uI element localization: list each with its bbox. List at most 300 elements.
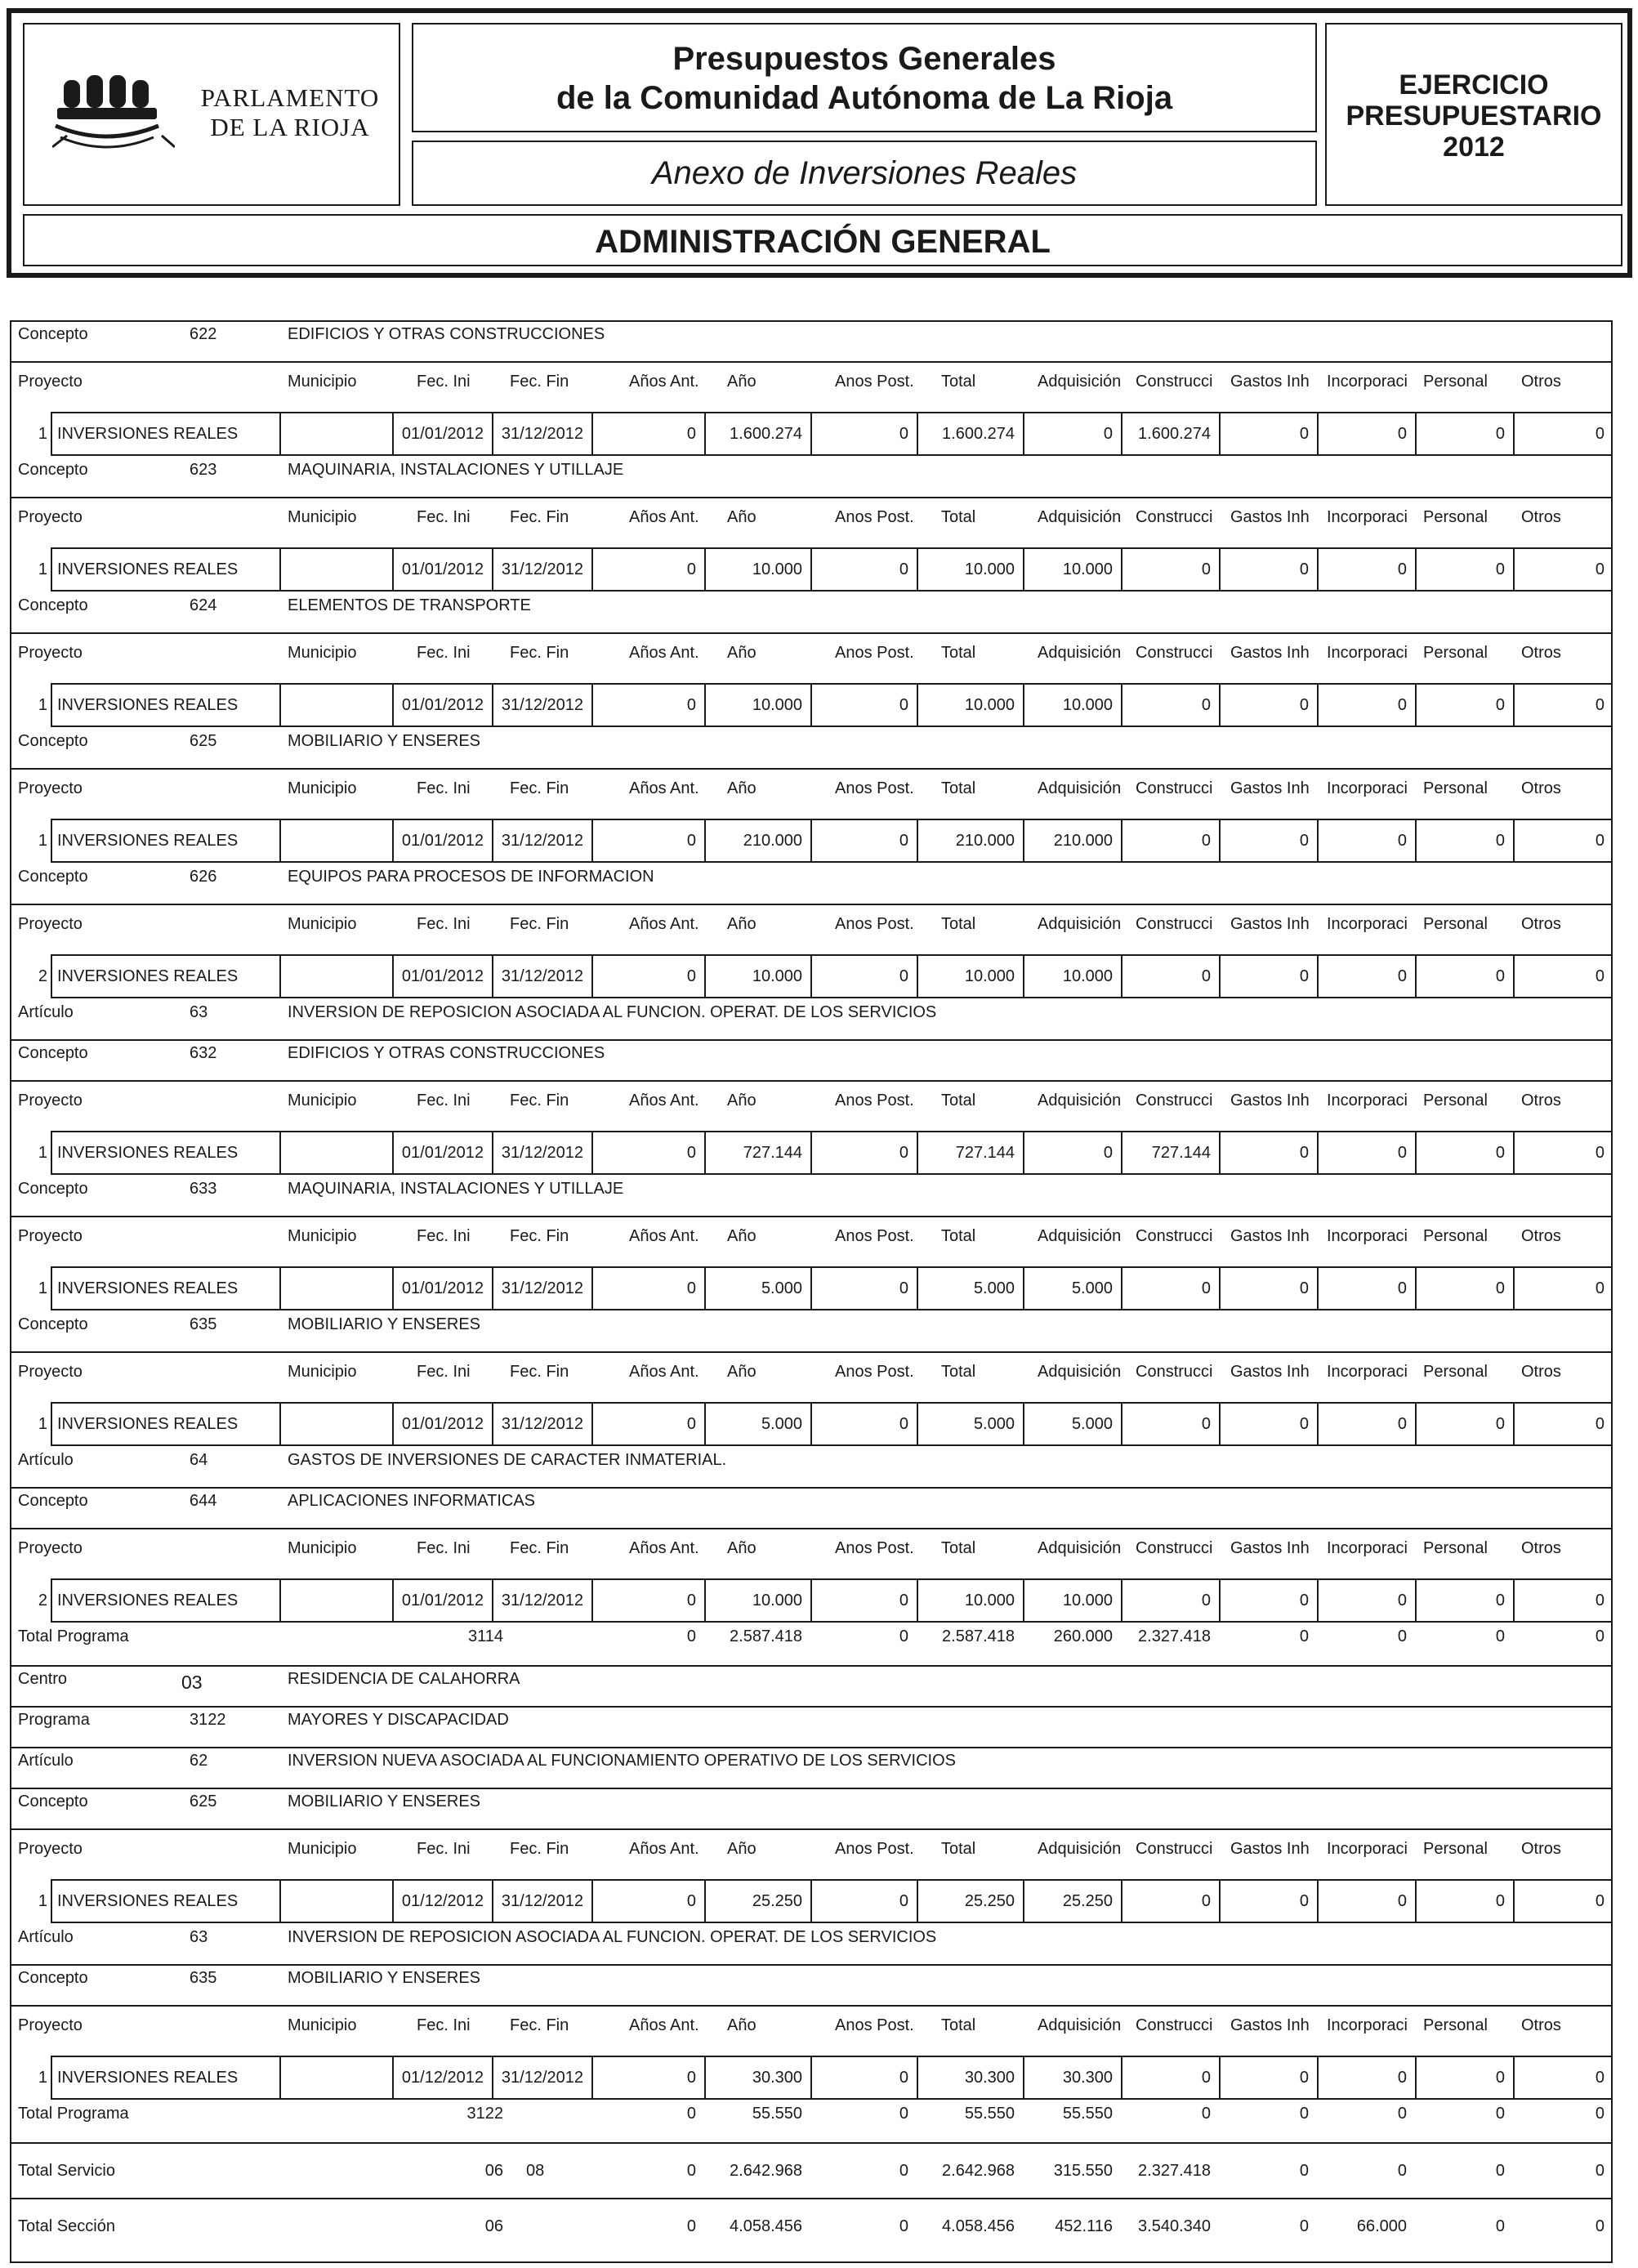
- table-cell: [392, 413, 492, 454]
- column-header: Incorporaci: [1327, 644, 1408, 662]
- table-cell: [38, 1404, 279, 1444]
- column-header: Construcci: [1136, 1227, 1213, 1245]
- classification-code: 633: [190, 1180, 217, 1198]
- classification-name: MOBILIARIO Y ENSERES: [288, 1969, 481, 1987]
- table-cell: [704, 1132, 810, 1173]
- column-header: Gastos Inh: [1230, 1539, 1310, 1557]
- amount-value: 0: [1397, 696, 1407, 714]
- table-cell: [917, 413, 1023, 454]
- amount-value: 0: [1495, 560, 1505, 578]
- amount-value: 210.000: [955, 832, 1015, 850]
- table-row: [38, 1131, 1613, 1175]
- project-name: INVERSIONES REALES: [57, 967, 239, 985]
- table-cell: [1023, 549, 1121, 590]
- column-header: Año: [727, 1539, 757, 1557]
- table-row: [38, 1879, 1613, 1923]
- project-number: 2: [38, 967, 47, 985]
- column-header: Anos Post.: [835, 1539, 914, 1557]
- column-header: Anos Post.: [835, 1363, 914, 1381]
- column-header: Municipio: [288, 779, 357, 797]
- column-header: Adquisición: [1038, 1092, 1122, 1109]
- table-cell: [1415, 1404, 1513, 1444]
- total-value: 2.327.418: [1138, 1627, 1211, 1645]
- column-header: Fec. Fin: [510, 1092, 569, 1109]
- amount-value: 0: [1201, 832, 1211, 850]
- column-header: Fec. Ini: [417, 779, 471, 797]
- total-value: 0: [686, 2217, 696, 2235]
- project-number: 1: [38, 560, 47, 578]
- classification-name: MOBILIARIO Y ENSERES: [288, 1315, 481, 1333]
- table-cell: [704, 1580, 810, 1621]
- column-header: Adquisición: [1038, 644, 1122, 662]
- total-value: 0: [1595, 1627, 1605, 1645]
- column-header: Años Ant.: [629, 644, 699, 662]
- amount-value: 0: [899, 560, 908, 578]
- table-cell: [492, 1268, 591, 1309]
- column-header: Años Ant.: [629, 1363, 699, 1381]
- table-cell: [1219, 685, 1317, 725]
- total-row: [11, 2199, 1611, 2255]
- table-row: [38, 1578, 1613, 1623]
- document-header: [7, 8, 1632, 278]
- table-cell: [591, 820, 704, 861]
- amount-value: 0: [1495, 2069, 1505, 2087]
- column-header: Municipio: [288, 915, 357, 933]
- classification-concepto-band: [11, 1312, 1611, 1353]
- document-title-box: [412, 23, 1317, 132]
- amount-value: 0: [1299, 1892, 1309, 1910]
- total-value: 0: [1397, 2162, 1407, 2180]
- column-header: Años Ant.: [629, 508, 699, 526]
- column-header: Construcci: [1136, 373, 1213, 391]
- classification-code: 625: [190, 1793, 217, 1810]
- table-cell: [810, 820, 917, 861]
- total-row: [11, 1624, 1611, 1667]
- end-date: 31/12/2012: [501, 1892, 583, 1910]
- table-cell: [492, 1881, 591, 1922]
- total-label: Total Sección: [18, 2217, 115, 2235]
- table-cell: [279, 956, 392, 997]
- table-cell: [279, 1580, 392, 1621]
- start-date: 01/01/2012: [401, 1415, 484, 1433]
- column-header: Años Ant.: [629, 1840, 699, 1858]
- classification-name: EDIFICIOS Y OTRAS CONSTRUCCIONES: [288, 325, 605, 343]
- project-name: INVERSIONES REALES: [57, 1415, 239, 1433]
- table-cell: [1121, 956, 1219, 997]
- start-date: 01/01/2012: [401, 1279, 484, 1297]
- total-value: 2.587.418: [942, 1627, 1015, 1645]
- table-cell: [1219, 820, 1317, 861]
- column-header: Municipio: [288, 2016, 357, 2034]
- column-header: Otros: [1521, 1840, 1561, 1858]
- column-header: Anos Post.: [835, 779, 914, 797]
- amount-value: 0: [1397, 425, 1407, 443]
- classification-code: 62: [190, 1752, 208, 1770]
- column-header: Total: [941, 915, 976, 933]
- column-header: Construcci: [1136, 915, 1213, 933]
- classification-type: Concepto: [18, 1969, 88, 1987]
- classification-name: MOBILIARIO Y ENSERES: [288, 732, 481, 750]
- column-header: Personal: [1423, 1092, 1488, 1109]
- classification-code: 624: [190, 596, 217, 614]
- table-cell: [492, 1580, 591, 1621]
- table-cell: [392, 956, 492, 997]
- total-value: 2.642.968: [730, 2162, 802, 2180]
- column-header: Total: [941, 1840, 976, 1858]
- total-value: 2.642.968: [942, 2162, 1015, 2180]
- amount-value: 0: [1397, 1415, 1407, 1433]
- column-header: Adquisición: [1038, 1539, 1122, 1557]
- table-cell: [279, 549, 392, 590]
- table-cell: [1219, 1268, 1317, 1309]
- column-header: Otros: [1521, 1539, 1561, 1557]
- column-header: Adquisición: [1038, 1363, 1122, 1381]
- table-cell: [917, 1881, 1023, 1922]
- amount-value: 0: [1595, 1279, 1605, 1297]
- table-cell: [279, 1881, 392, 1922]
- end-date: 31/12/2012: [501, 696, 583, 714]
- column-header: Fec. Ini: [417, 644, 471, 662]
- column-header: Año: [727, 915, 757, 933]
- table-cell: [704, 2057, 810, 2098]
- column-header: Construcci: [1136, 2016, 1213, 2034]
- table-cell: [917, 549, 1023, 590]
- classification-code: 632: [190, 1044, 217, 1062]
- table-cell: [392, 1268, 492, 1309]
- total-value: 2.587.418: [730, 1627, 802, 1645]
- column-header: Municipio: [288, 1539, 357, 1557]
- column-header: Personal: [1423, 779, 1488, 797]
- column-header: Fec. Ini: [417, 1092, 471, 1109]
- amount-value: 5.000: [1071, 1415, 1113, 1433]
- column-header: Fec. Fin: [510, 1840, 569, 1858]
- column-header: Proyecto: [18, 508, 83, 526]
- end-date: 31/12/2012: [501, 2069, 583, 2087]
- column-header: Personal: [1423, 2016, 1488, 2034]
- column-header: Fec. Ini: [417, 1539, 471, 1557]
- project-number: 1: [38, 425, 47, 443]
- column-header: Fec. Ini: [417, 1227, 471, 1245]
- classification-name: INVERSION NUEVA ASOCIADA AL FUNCIONAMIENTO OPERATIVO DE LOS SERVICIOS: [288, 1752, 956, 1770]
- table-cell: [38, 549, 279, 590]
- table-cell: [492, 2057, 591, 2098]
- end-date: 31/12/2012: [501, 1592, 583, 1609]
- column-header: Años Ant.: [629, 1227, 699, 1245]
- project-number: 1: [38, 1144, 47, 1162]
- table-cell: [1121, 549, 1219, 590]
- amount-value: 0: [899, 1592, 908, 1609]
- total-label: Total Programa: [18, 1627, 129, 1645]
- column-header: Año: [727, 779, 757, 797]
- column-header: Anos Post.: [835, 508, 914, 526]
- column-header: Total: [941, 1092, 976, 1109]
- project-number: 1: [38, 832, 47, 850]
- column-header: Fec. Ini: [417, 373, 471, 391]
- table-cell: [1317, 2057, 1415, 2098]
- classification-concepto-band: [11, 1041, 1611, 1082]
- amount-value: 0: [686, 1592, 696, 1609]
- amount-value: 0: [899, 1279, 908, 1297]
- document-title-line: de la Comunidad Autónoma de La Rioja: [556, 80, 1173, 116]
- amount-value: 0: [1103, 1144, 1113, 1162]
- column-header: Proyecto: [18, 1092, 83, 1109]
- total-value: 0: [899, 2217, 908, 2235]
- classification-concepto-band: [11, 864, 1611, 905]
- table-cell: [1317, 1268, 1415, 1309]
- amount-value: 10.000: [1062, 560, 1113, 578]
- column-header: Otros: [1521, 2016, 1561, 2034]
- total-label: Total Servicio: [18, 2162, 115, 2180]
- table-cell: [392, 1404, 492, 1444]
- column-header: Fec. Ini: [417, 915, 471, 933]
- amount-value: 0: [899, 2069, 908, 2087]
- table-cell: [1023, 1881, 1121, 1922]
- column-header: Municipio: [288, 508, 357, 526]
- start-date: 01/12/2012: [401, 2069, 484, 2087]
- section-title-box: [23, 214, 1622, 266]
- budget-year-line: EJERCICIO: [1399, 69, 1549, 100]
- column-header: Personal: [1423, 1539, 1488, 1557]
- column-header: Otros: [1521, 508, 1561, 526]
- column-header: Anos Post.: [835, 2016, 914, 2034]
- table-cell: [392, 685, 492, 725]
- total-value: 0: [1595, 2217, 1605, 2235]
- column-header: Fec. Ini: [417, 1363, 471, 1381]
- column-header: Proyecto: [18, 915, 83, 933]
- column-header: Otros: [1521, 779, 1561, 797]
- amount-value: 5.000: [973, 1415, 1015, 1433]
- project-name: INVERSIONES REALES: [57, 1144, 239, 1162]
- table-cell: [1513, 956, 1613, 997]
- table-cell: [704, 1404, 810, 1444]
- start-date: 01/12/2012: [401, 1892, 484, 1910]
- column-header: Año: [727, 508, 757, 526]
- amount-value: 0: [1495, 832, 1505, 850]
- amount-value: 0: [1495, 425, 1505, 443]
- table-cell: [279, 1404, 392, 1444]
- start-date: 01/01/2012: [401, 425, 484, 443]
- column-header: Incorporaci: [1327, 1363, 1408, 1381]
- table-cell: [38, 956, 279, 997]
- column-header: Incorporaci: [1327, 373, 1408, 391]
- table-row: [38, 1402, 1613, 1446]
- column-header: Anos Post.: [835, 644, 914, 662]
- column-header: Total: [941, 1539, 976, 1557]
- classification-concepto-band: [11, 593, 1611, 634]
- table-cell: [591, 685, 704, 725]
- column-header: Fec. Ini: [417, 508, 471, 526]
- table-cell: [1219, 1881, 1317, 1922]
- amount-value: 0: [1397, 832, 1407, 850]
- total-value: 0: [1595, 2162, 1605, 2180]
- amount-value: 1.600.274: [942, 425, 1015, 443]
- table-cell: [1415, 820, 1513, 861]
- end-date: 31/12/2012: [501, 1415, 583, 1433]
- table-cell: [492, 1404, 591, 1444]
- total-row: [11, 2144, 1611, 2199]
- table-cell: [279, 413, 392, 454]
- column-header: Adquisición: [1038, 2016, 1122, 2034]
- table-cell: [492, 820, 591, 861]
- amount-value: 0: [686, 2069, 696, 2087]
- table-cell: [392, 820, 492, 861]
- amount-value: 5.000: [761, 1279, 802, 1297]
- amount-value: 0: [1299, 425, 1309, 443]
- table-cell: [810, 956, 917, 997]
- column-header: Proyecto: [18, 1539, 83, 1557]
- classification-type: Concepto: [18, 868, 88, 886]
- amount-value: 0: [1201, 1415, 1211, 1433]
- amount-value: 210.000: [1053, 832, 1113, 850]
- table-cell: [917, 956, 1023, 997]
- end-date: 31/12/2012: [501, 560, 583, 578]
- classification-code: 3122: [190, 1711, 226, 1729]
- project-name: INVERSIONES REALES: [57, 1892, 239, 1910]
- classification-artculo-band: [11, 1000, 1611, 1041]
- amount-value: 727.144: [955, 1144, 1015, 1162]
- column-header-band: [11, 634, 1611, 683]
- amount-value: 0: [899, 696, 908, 714]
- table-cell: [1121, 1268, 1219, 1309]
- total-label: Total Programa: [18, 2105, 129, 2123]
- table-cell: [1513, 1404, 1613, 1444]
- amount-value: 0: [686, 967, 696, 985]
- table-cell: [917, 1404, 1023, 1444]
- column-header-band: [11, 2007, 1611, 2056]
- column-header-band: [11, 905, 1611, 954]
- table-cell: [704, 1268, 810, 1309]
- table-cell: [1023, 685, 1121, 725]
- amount-value: 0: [899, 967, 908, 985]
- column-header: Adquisición: [1038, 779, 1122, 797]
- classification-code: 64: [190, 1451, 208, 1469]
- amount-value: 0: [1299, 1279, 1309, 1297]
- amount-value: 0: [686, 696, 696, 714]
- amount-value: 0: [1201, 560, 1211, 578]
- table-cell: [704, 685, 810, 725]
- total-value: 0: [1299, 1627, 1309, 1645]
- classification-name: EDIFICIOS Y OTRAS CONSTRUCCIONES: [288, 1044, 605, 1062]
- column-header: Municipio: [288, 1363, 357, 1381]
- amount-value: 0: [1299, 560, 1309, 578]
- table-cell: [392, 1580, 492, 1621]
- parliament-name-line: DE LA RIOJA: [210, 113, 370, 141]
- total-value: 66.000: [1356, 2217, 1407, 2235]
- classification-type: Artículo: [18, 1003, 74, 1021]
- column-header: Gastos Inh: [1230, 2016, 1310, 2034]
- project-number: 1: [38, 1892, 47, 1910]
- table-cell: [591, 549, 704, 590]
- table-cell: [1121, 820, 1219, 861]
- column-header: Incorporaci: [1327, 779, 1408, 797]
- classification-concepto-band: [11, 1489, 1611, 1529]
- investment-table: [10, 320, 1613, 2263]
- column-header-band: [11, 1830, 1611, 1879]
- table-cell: [1513, 685, 1613, 725]
- project-name: INVERSIONES REALES: [57, 560, 239, 578]
- column-header: Construcci: [1136, 1539, 1213, 1557]
- amount-value: 0: [1495, 1892, 1505, 1910]
- classification-type: Artículo: [18, 1752, 74, 1770]
- amount-value: 0: [686, 1144, 696, 1162]
- classification-name: MAQUINARIA, INSTALACIONES Y UTILLAJE: [288, 461, 624, 479]
- classification-name: MAYORES Y DISCAPACIDAD: [288, 1711, 509, 1729]
- total-value: 0: [1299, 2105, 1309, 2123]
- column-header: Municipio: [288, 373, 357, 391]
- parliament-name: [188, 83, 392, 142]
- table-cell: [917, 1580, 1023, 1621]
- end-date: 31/12/2012: [501, 967, 583, 985]
- table-cell: [38, 820, 279, 861]
- amount-value: 0: [1397, 1892, 1407, 1910]
- classification-artculo-band: [11, 1448, 1611, 1489]
- column-header: Municipio: [288, 1840, 357, 1858]
- table-cell: [1023, 1268, 1121, 1309]
- table-cell: [810, 413, 917, 454]
- classification-concepto-band: [11, 1176, 1611, 1217]
- start-date: 01/01/2012: [401, 696, 484, 714]
- column-header: Construcci: [1136, 1363, 1213, 1381]
- amount-value: 0: [1595, 1144, 1605, 1162]
- classification-centro-band: [11, 1667, 1611, 1708]
- table-cell: [810, 1580, 917, 1621]
- start-date: 01/01/2012: [401, 1144, 484, 1162]
- table-cell: [1317, 1881, 1415, 1922]
- table-cell: [492, 685, 591, 725]
- table-cell: [1219, 413, 1317, 454]
- amount-value: 0: [686, 832, 696, 850]
- classification-type: Concepto: [18, 596, 88, 614]
- amount-value: 25.250: [1062, 1892, 1113, 1910]
- table-cell: [1415, 956, 1513, 997]
- column-header: Personal: [1423, 1840, 1488, 1858]
- table-cell: [492, 1132, 591, 1173]
- classification-code: 623: [190, 461, 217, 479]
- budget-year-box: [1325, 23, 1622, 206]
- column-header: Incorporaci: [1327, 915, 1408, 933]
- project-name: INVERSIONES REALES: [57, 832, 239, 850]
- table-row: [38, 412, 1613, 456]
- total-value: 0: [686, 2162, 696, 2180]
- column-header: Incorporaci: [1327, 508, 1408, 526]
- amount-value: 0: [1595, 696, 1605, 714]
- classification-code: 635: [190, 1315, 217, 1333]
- amount-value: 10.000: [752, 1592, 802, 1609]
- amount-value: 1.600.274: [730, 425, 802, 443]
- table-cell: [1317, 1132, 1415, 1173]
- table-cell: [1219, 1404, 1317, 1444]
- table-cell: [279, 1132, 392, 1173]
- classification-name: MOBILIARIO Y ENSERES: [288, 1793, 481, 1810]
- column-header: Municipio: [288, 644, 357, 662]
- column-header: Fec. Fin: [510, 373, 569, 391]
- total-value: 0: [1495, 1627, 1505, 1645]
- column-header: Año: [727, 1227, 757, 1245]
- table-cell: [38, 1132, 279, 1173]
- table-cell: [810, 1881, 917, 1922]
- column-header: Años Ant.: [629, 779, 699, 797]
- project-name: INVERSIONES REALES: [57, 2069, 239, 2087]
- amount-value: 0: [1201, 696, 1211, 714]
- column-header: Proyecto: [18, 1363, 83, 1381]
- project-name: INVERSIONES REALES: [57, 1592, 239, 1609]
- table-cell: [810, 549, 917, 590]
- column-header: Gastos Inh: [1230, 1840, 1310, 1858]
- total-value: 0: [686, 1627, 696, 1645]
- amount-value: 0: [899, 1892, 908, 1910]
- amount-value: 30.300: [752, 2069, 802, 2087]
- column-header-band: [11, 363, 1611, 412]
